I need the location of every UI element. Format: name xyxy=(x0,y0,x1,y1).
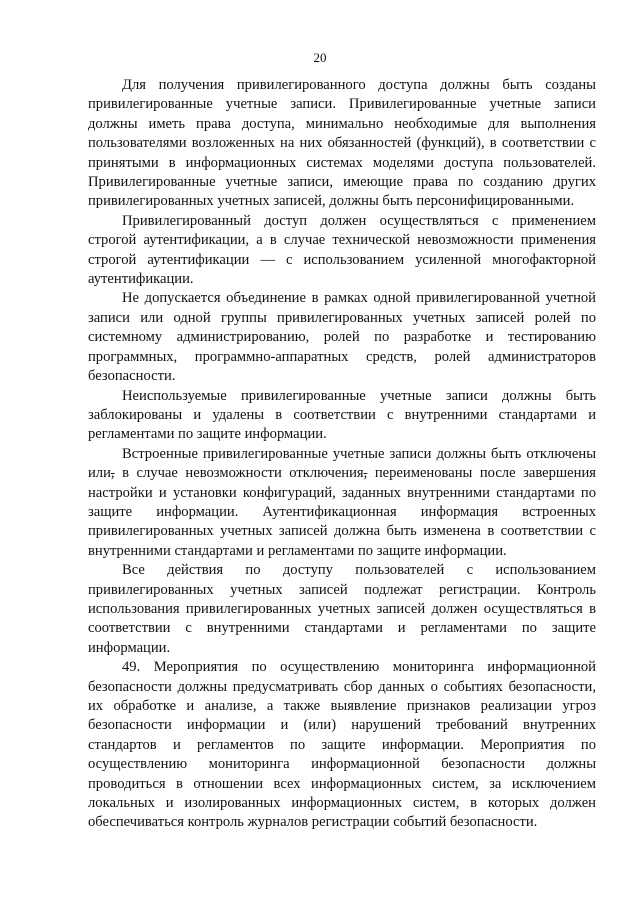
paragraph-item-49-monitoring: 49. Мероприятия по осуществлению мониторинга информационной безопасности должны предусматривать сбор данных о событиях безопасности, их обработке и анализе, а также выявление признаков реализации угроз безопасности информации и (или) нарушений требований внутренних стандартов и регламентов по защите информации. Мероприятия по осуществлению мониторинга информационной безопасности должны проводиться в отношении всех информационных систем, за исключением локальных и изолированных информационных систем, в которых должен обеспечиваться контроль журналов регистрации событий безопасности. xyxy=(88,659,596,831)
paragraph-access-registration: Все действия по доступу пользователей с использованием привилегированных учетных записей подлежат регистрации. Контроль использования привилегированных учетных записей должен осуществляться в соответствии с внутренними стандартами и регламентами по защите информации. xyxy=(88,562,596,656)
builtin-text-start: Встроенные привилегированные учетные записи должны быть отключены или xyxy=(88,445,596,482)
paragraph-unused-accounts: Неиспользуемые привилегированные учетные записи должны быть заблокированы и удалены в соответствии с внутренними стандартами и регламентами по защите информации. xyxy=(88,387,596,443)
page-number: 20 xyxy=(313,50,327,65)
paragraph-role-separation: Не допускается объединение в рамках одной привилегированной учетной записи или одной группы привилегированных учетных записей ролей по системному администрированию, ролей по разработке и тестированию программных, программно-аппаратных средств, ролей администраторов безопасности. xyxy=(88,290,596,385)
struck-comma-1: , xyxy=(110,465,115,482)
paragraph-strong-authentication: Привилегированный доступ должен осуществляться с применением строгой аутентификации, а в случае технической невозможности применения строгой аутентификации — с использованием усиленной многофакторной аутентификации. xyxy=(88,212,596,288)
struck-comma-2: , xyxy=(363,465,368,482)
document-body xyxy=(88,76,596,833)
builtin-text-middle: в случае невозможности отключения xyxy=(114,465,364,482)
paragraph-builtin-accounts xyxy=(88,445,596,561)
paragraph-privileged-accounts: Для получения привилегированного доступа должны быть созданы привилегированные учетные записи. Привилегированные учетные записи должны иметь права доступа, минимально необходимые для выполнения пользователями возложенных на них обязанностей (функций), в соответствии с принятыми в информационных системах моделями доступа пользователей. Привилегированные учетные записи, имеющие права по созданию других привилегированных учетных записей, должны быть персонифицированными. xyxy=(88,77,596,210)
builtin-text-end: переименованы после завершения настройки и установки конфигураций, заданных внутренними стандартами по защите информации. Аутентификационная информация встроенных привилегированных учетных записей должна быть изменена в соответствии с внутренними стандартами и регламентами по защите информации. xyxy=(88,465,596,559)
